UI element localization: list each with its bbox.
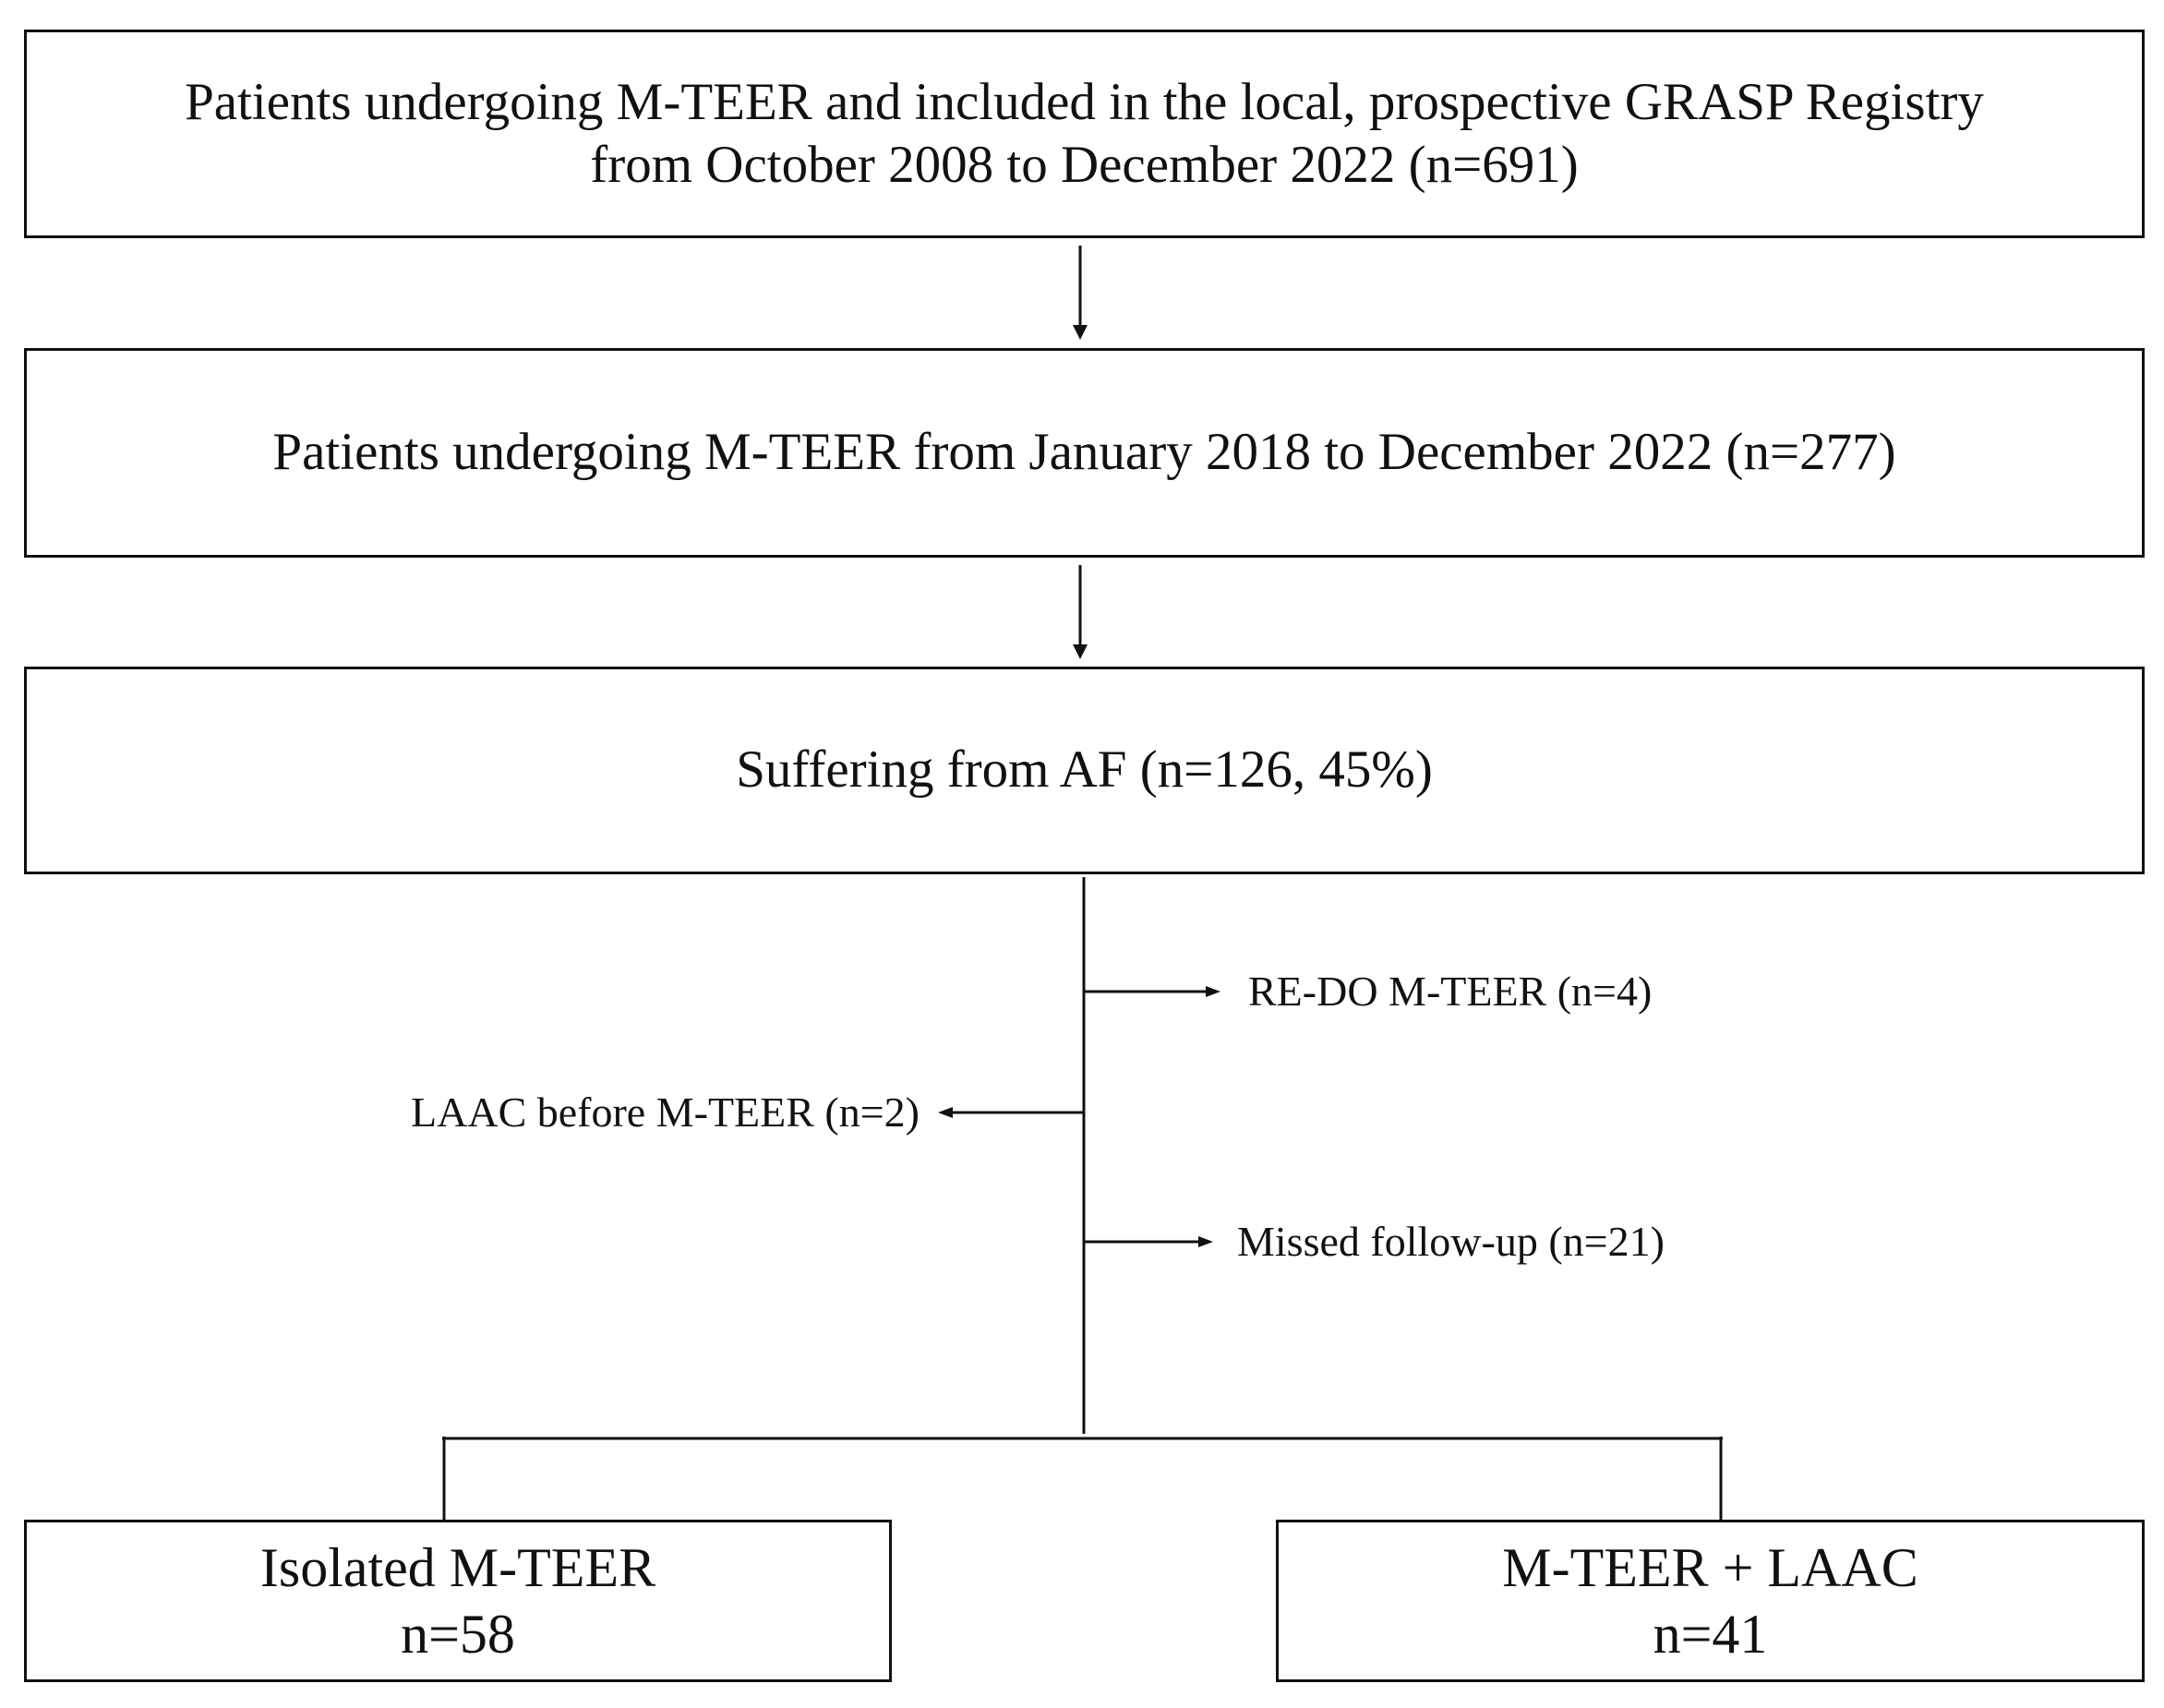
af-box bbox=[24, 667, 2145, 874]
isolated-mteer-count: n=58 bbox=[401, 1604, 515, 1665]
af-box-text: Suffering from AF (n=126, 45%) bbox=[736, 740, 1433, 800]
registry-box-line1: Patients undergoing M-TEER and included in the local, prospective GRASP Registry bbox=[185, 72, 1984, 131]
period-box-text: Patients undergoing M-TEER from January 2018 to December 2022 (n=277) bbox=[272, 423, 1896, 482]
arrowhead-laac-before bbox=[938, 1107, 953, 1118]
arrowhead-down-2 bbox=[1073, 644, 1088, 659]
registry-box bbox=[24, 30, 2145, 238]
arrowhead-missed-followup bbox=[1198, 1236, 1213, 1247]
missed-followup-exclusion-label: Missed follow-up (n=21) bbox=[1237, 1218, 1665, 1265]
laac-before-exclusion-label: LAAC before M-TEER (n=2) bbox=[411, 1089, 920, 1136]
mteer-laac-title: M-TEER + LAAC bbox=[1502, 1537, 1918, 1598]
arrowhead-down-1 bbox=[1073, 325, 1088, 340]
mteer-laac-count: n=41 bbox=[1653, 1604, 1768, 1665]
registry-box-line2: from October 2008 to December 2022 (n=691) bbox=[590, 136, 1579, 194]
isolated-mteer-title: Isolated M-TEER bbox=[259, 1537, 656, 1598]
arrowhead-redo bbox=[1206, 986, 1220, 997]
redo-exclusion-label: RE-DO M-TEER (n=4) bbox=[1248, 968, 1653, 1015]
mteer-laac-box bbox=[1276, 1520, 2145, 1682]
period-box bbox=[24, 348, 2145, 558]
isolated-mteer-box bbox=[24, 1520, 892, 1682]
